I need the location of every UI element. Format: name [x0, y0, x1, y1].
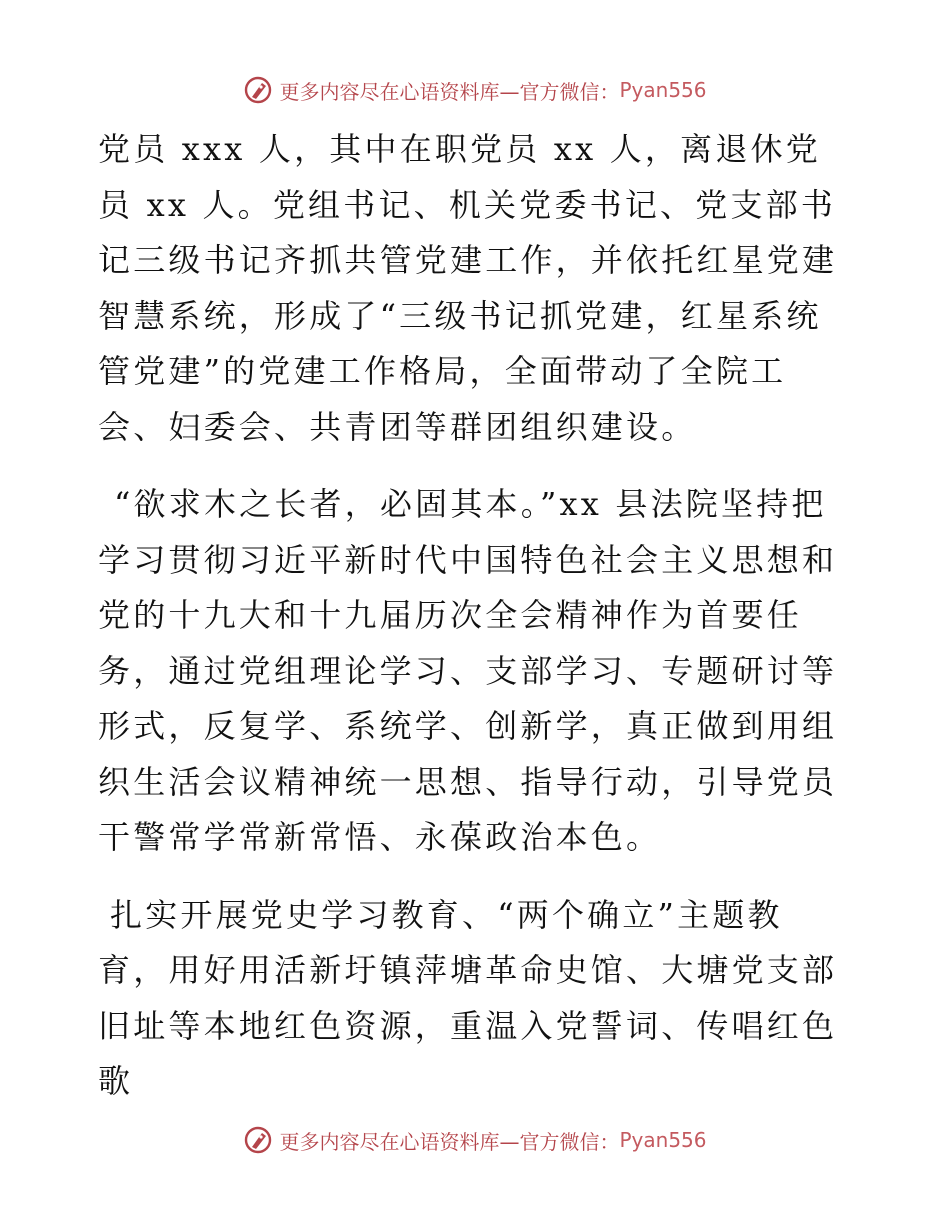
watermark-wechat-id: Pyan556	[619, 78, 707, 102]
pen-nib-logo-icon	[243, 1125, 273, 1155]
watermark-text: 更多内容尽在心语资料库—官方微信：	[279, 79, 620, 104]
paragraph-3: 扎实开展党史学习教育、“两个确立”主题教育，用好用活新圩镇萍塘革命史馆、大塘党支部旧址等本地红色资源，重温入党誓词、传唱红色歌	[98, 895, 838, 1100]
pen-nib-logo-icon	[243, 75, 273, 105]
document-body	[98, 122, 850, 1110]
watermark-banner-bottom	[0, 1120, 950, 1160]
watermark-text: 更多内容尽在心语资料库—官方微信：	[279, 1129, 620, 1154]
watermark-wechat-id: Pyan556	[619, 1128, 707, 1152]
paragraph-1: 党员 xxx 人，其中在职党员 xx 人，离退休党员 xx 人。党组书记、机关党委书记、党支部书记三级书记齐抓共管党建工作，并依托红星党建智慧系统，形成了“三级书记抓党建，红星系统管党建”的党建工作格局，全面带动了全院工会、妇委会、共青团等群团组织建设。	[98, 130, 838, 446]
watermark-banner-top	[0, 70, 950, 110]
paragraph-2: “欲求木之长者，必固其本。”xx 县法院坚持把学习贯彻习近平新时代中国特色社会主义思想和党的十九大和十九届历次全会精神作为首要任务，通过党组理论学习、支部学习、专题研讨等形式，反复学、系统学、创新学，真正做到用组织生活会议精神统一思想、指导行动，引导党员干警常学常新常悟、永葆政治本色。	[98, 485, 838, 856]
